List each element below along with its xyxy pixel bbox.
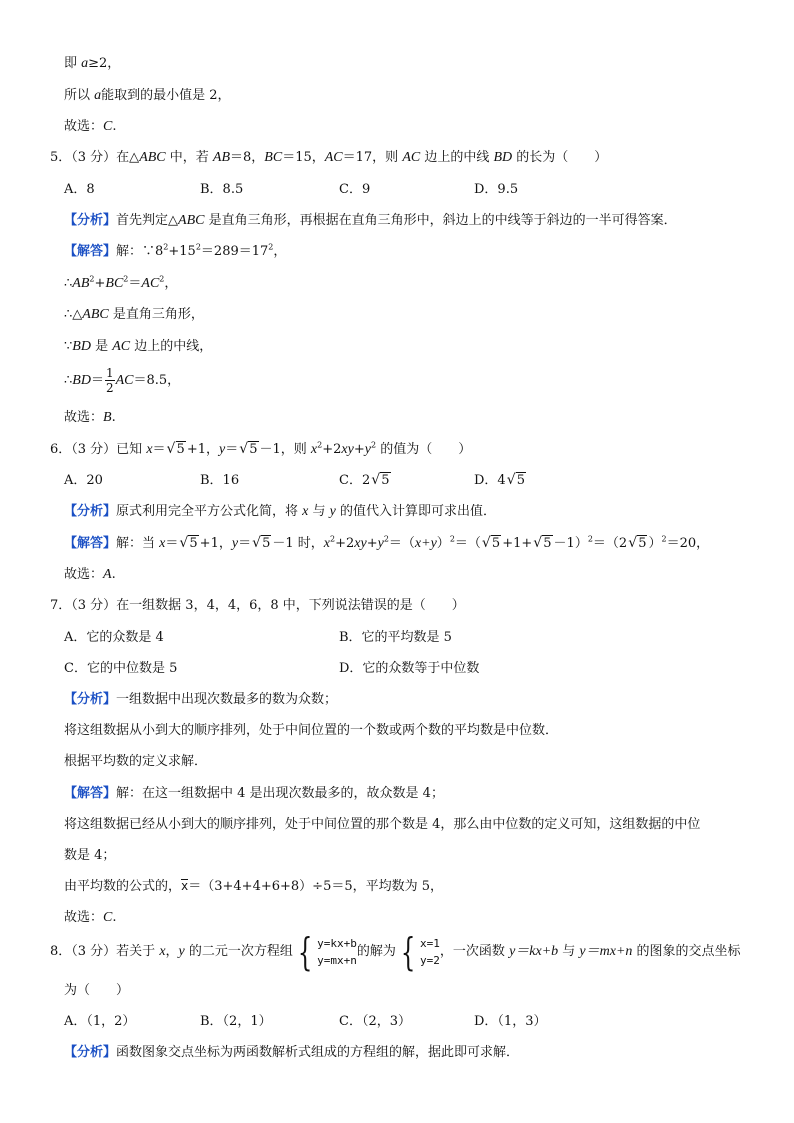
solution: 【解答】解：当 x＝ √ 5 +1，y＝ √ 5 －1 时，$x^2+2xy+y^2=(x+y)^2=$（ √ 5 +1+ √ 5 －1）$^2$＝（2 √ 5 ）$^2$＝20， bbox=[64, 534, 710, 551]
option-c: C．2 √ 5 bbox=[339, 472, 390, 488]
question-7: 7．（3 分）在一组数据 3，4，4，6，8 中，下列说法错误的是（ ） bbox=[50, 598, 465, 613]
option-d: D．它的众数等于中位数 bbox=[339, 661, 480, 676]
answer: 故选：C. bbox=[64, 910, 117, 925]
mean-symbol: x bbox=[181, 879, 189, 893]
option-c: C．（2，3） bbox=[339, 1014, 411, 1029]
solution-step: ∴BD＝ $\frac{1}{2}$ AC＝8.5， bbox=[64, 366, 181, 395]
solution-step: $\therefore AB^2+BC^2=AC^2$， bbox=[64, 274, 178, 291]
option-c: C．9 bbox=[339, 182, 371, 197]
option-a: A．8 bbox=[64, 182, 95, 197]
question-5: 5．（3 分）在△ABC 中，若 AB＝8，BC＝15，AC＝17，则 AC 边上的中线 BD 的长为（ ） bbox=[50, 150, 608, 165]
option-c: C．它的中位数是 5 bbox=[64, 661, 178, 676]
analysis: 【分析】首先判定△ABC 是直角三角形，再根据在直角三角形中，斜边上的中线等于斜边的一半可得答案． bbox=[64, 213, 677, 228]
solution: 【解答】解：在这一组数据中 4 是出现次数最多的，故众数是 4； bbox=[64, 786, 444, 801]
text-line: 故选：C. bbox=[64, 119, 117, 134]
question-8-cont: 为（ ） bbox=[64, 983, 130, 998]
solution-step: ∵BD 是 AC 边上的中线， bbox=[64, 339, 213, 354]
text-line: 即 a≥2， bbox=[64, 56, 121, 71]
analysis-line: 根据平均数的定义求解． bbox=[64, 754, 208, 769]
question-8: 8．（3 分）若关于 x，y 的二元一次方程组 { y=kx+b y=mx+n 的解为 { x=1 y=2 ，一次函数 y＝kx+b 与 y＝mx+n 的图象的交点坐标 bbox=[50, 929, 741, 974]
option-b: B．它的平均数是 5 bbox=[339, 630, 452, 645]
text-line: 所以 a能取到的最小值是 2， bbox=[64, 88, 231, 103]
option-a: A．它的众数是 4 bbox=[64, 630, 164, 645]
option-d: D．4 √ 5 bbox=[474, 472, 525, 488]
solution-step: 由平均数的公式的，x＝（3+4+4+6+8）÷5＝5，平均数为 5， bbox=[64, 879, 444, 894]
question-6: 6．（3 分）已知 x＝ √ 5 +1，y＝ √ 5 －1，则 $x^2+2xy+y^2$ 的值为（ ） bbox=[50, 440, 472, 457]
answer: 故选：B. bbox=[64, 410, 116, 425]
analysis: 【分析】原式利用完全平方公式化简，将 x 与 y 的值代入计算即可求出值． bbox=[64, 504, 496, 519]
fraction: $\frac{1}{2}$ bbox=[105, 366, 114, 395]
solution-step: 数是 4； bbox=[64, 848, 116, 863]
option-b: B．8.5 bbox=[200, 182, 244, 197]
analysis: 【分析】一组数据中出现次数最多的数为众数； bbox=[64, 692, 338, 707]
option-d: D．9.5 bbox=[474, 182, 519, 197]
solution-step: 将这组数据已经从小到大的顺序排列，处于中间位置的那个数是 4，那么由中位数的定义可知，这组数据的中位 bbox=[64, 817, 701, 832]
solution-step: ∴△ABC 是直角三角形， bbox=[64, 307, 204, 322]
solution-system: x=1 y=2 bbox=[420, 936, 440, 967]
left-brace: { bbox=[297, 929, 313, 974]
equation-system: y=kx+b y=mx+n bbox=[317, 936, 357, 967]
option-b: B．16 bbox=[200, 473, 240, 488]
option-b: B．（2，1） bbox=[200, 1014, 272, 1029]
answer: 故选：A. bbox=[64, 567, 116, 582]
left-brace: { bbox=[400, 929, 416, 974]
option-a: A．（1，2） bbox=[64, 1014, 136, 1029]
solution: 【解答】解：$\because 8^2+15^2=289=17^2$， bbox=[64, 242, 287, 259]
option-d: D．（1，3） bbox=[474, 1014, 547, 1029]
analysis: 【分析】函数图象交点坐标为两函数解析式组成的方程组的解，据此即可求解． bbox=[64, 1045, 520, 1060]
option-a: A．20 bbox=[64, 473, 103, 488]
analysis-line: 将这组数据从小到大的顺序排列，处于中间位置的一个数或两个数的平均数是中位数． bbox=[64, 723, 559, 738]
